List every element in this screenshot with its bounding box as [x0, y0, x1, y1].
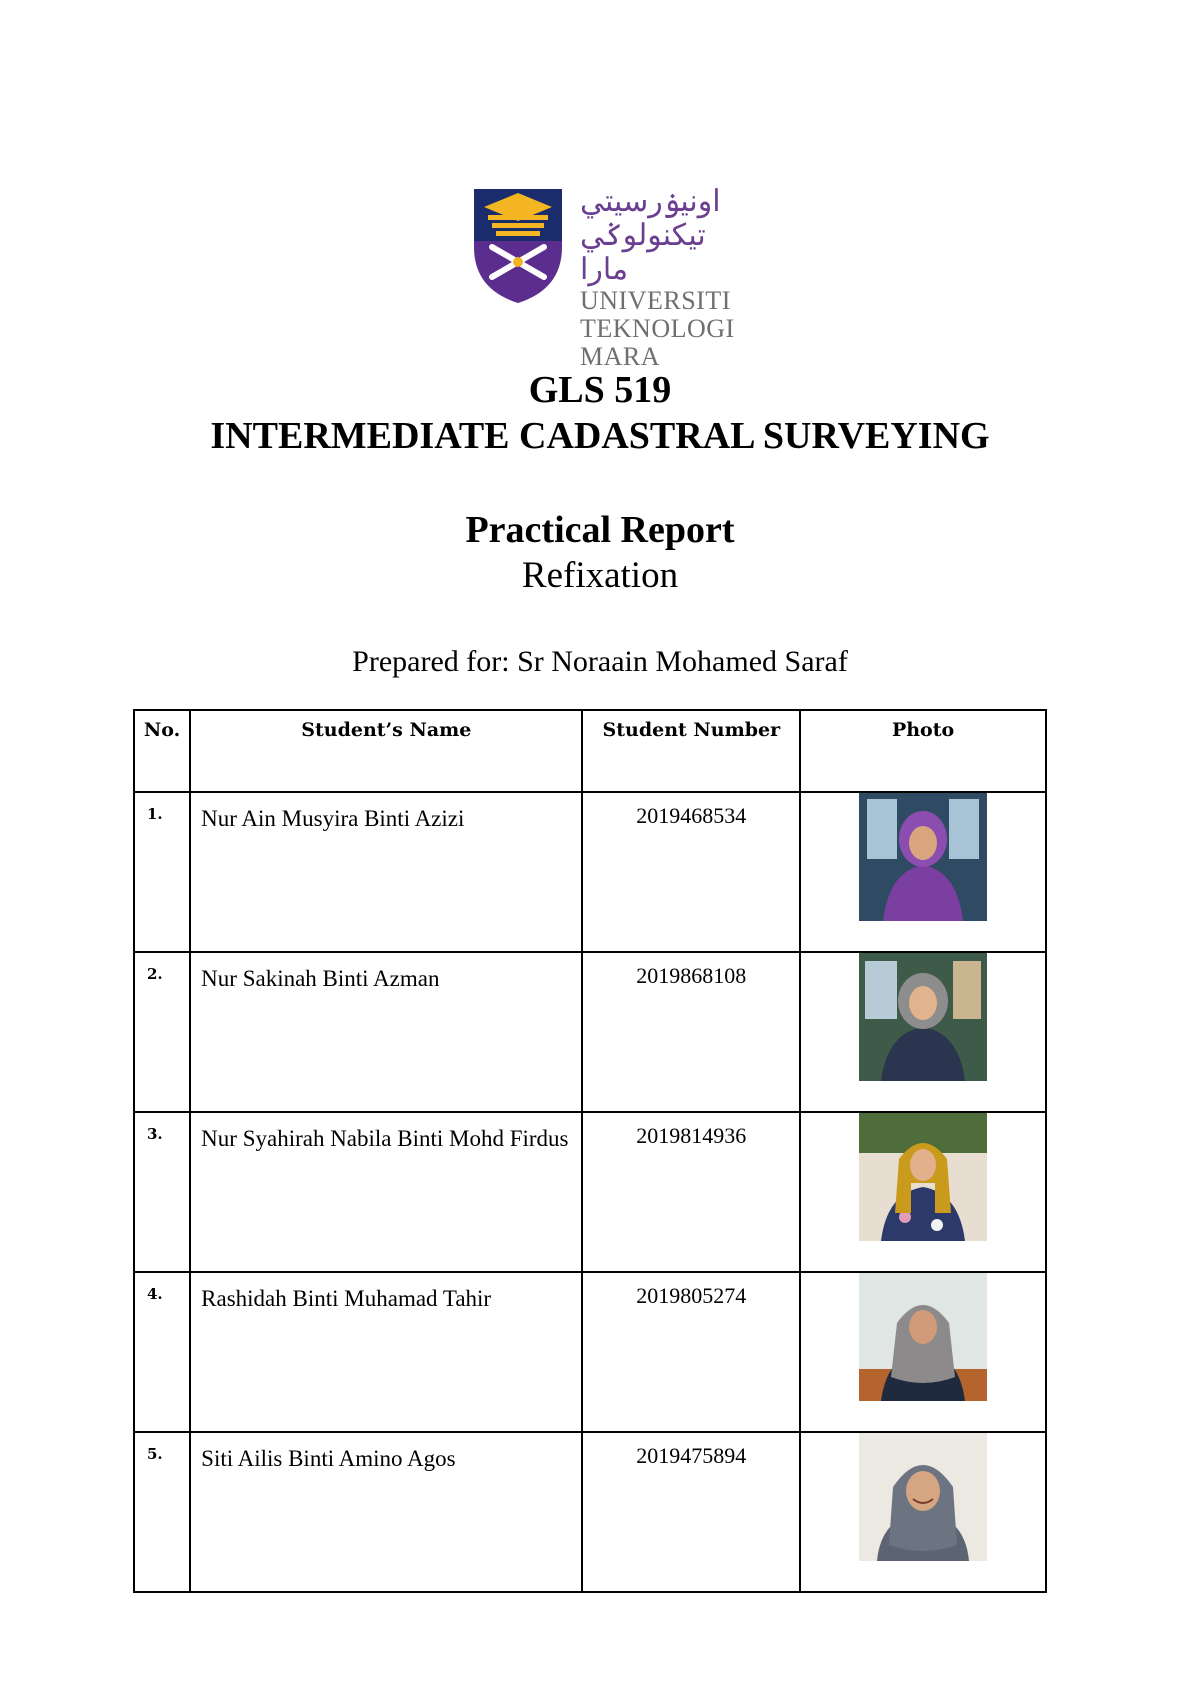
student-photo-icon	[859, 1273, 987, 1401]
header-name: Student’s Name	[190, 710, 582, 792]
row-photo-cell	[800, 1272, 1046, 1432]
row-number: 2019805274	[582, 1272, 800, 1432]
row-photo-cell	[800, 1432, 1046, 1592]
student-photo-icon	[859, 1433, 987, 1561]
uitm-logo	[470, 184, 750, 371]
header-no: No.	[134, 710, 190, 792]
university-line-3: MARA	[580, 342, 661, 371]
table-row	[134, 1112, 1046, 1272]
university-line-1: UNIVERSITI	[580, 286, 731, 315]
row-name: Nur Sakinah Binti Azman	[190, 952, 582, 1112]
university-line-2: TEKNOLOGI	[580, 314, 735, 343]
table-header-row	[134, 710, 1046, 792]
row-no: 5.	[134, 1432, 190, 1592]
table-row	[134, 792, 1046, 952]
row-no: 3.	[134, 1112, 190, 1272]
student-table	[133, 709, 1047, 1593]
row-number: 2019868108	[582, 952, 800, 1112]
header-number: Student Number	[582, 710, 800, 792]
prepared-for: Prepared for: Sr Noraain Mohamed Saraf	[352, 645, 848, 678]
table-row	[134, 952, 1046, 1112]
student-photo-icon	[859, 953, 987, 1081]
row-name: Siti Ailis Binti Amino Agos	[190, 1432, 582, 1592]
row-name: Nur Syahirah Nabila Binti Mohd Firdus	[190, 1112, 582, 1272]
university-name	[580, 185, 750, 371]
course-title: INTERMEDIATE CADASTRAL SURVEYING	[210, 415, 990, 457]
header-photo: Photo	[800, 710, 1046, 792]
report-title: Practical Report	[465, 509, 735, 551]
row-no: 1.	[134, 792, 190, 952]
row-number: 2019468534	[582, 792, 800, 952]
table-row	[134, 1432, 1046, 1592]
row-number: 2019475894	[582, 1432, 800, 1592]
student-photo-icon	[859, 1113, 987, 1241]
row-number: 2019814936	[582, 1112, 800, 1272]
table-row	[134, 1272, 1046, 1432]
row-no: 4.	[134, 1272, 190, 1432]
row-no: 2.	[134, 952, 190, 1112]
student-photo-icon	[859, 793, 987, 921]
row-name: Nur Ain Musyira Binti Azizi	[190, 792, 582, 952]
row-name: Rashidah Binti Muhamad Tahir	[190, 1272, 582, 1432]
university-jawi: اونيۏرسيتي تيکنولوݢي مارا	[580, 184, 721, 287]
row-photo-cell	[800, 952, 1046, 1112]
report-subtitle: Refixation	[521, 555, 679, 596]
row-photo-cell	[800, 792, 1046, 952]
uitm-crest-icon	[470, 185, 566, 305]
course-code: GLS 519	[528, 369, 672, 411]
row-photo-cell	[800, 1112, 1046, 1272]
